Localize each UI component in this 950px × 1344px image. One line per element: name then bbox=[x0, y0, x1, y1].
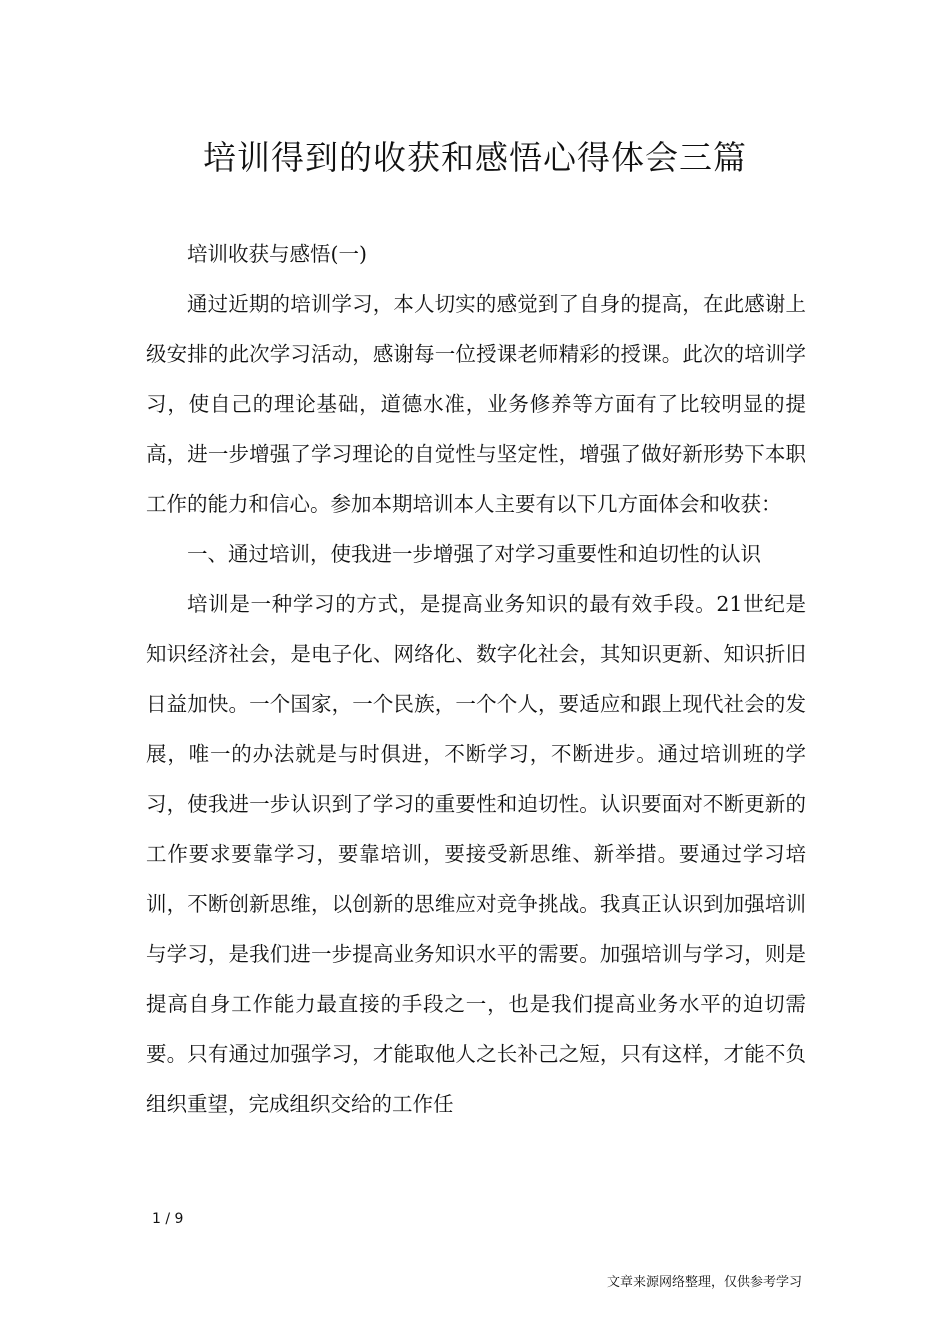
page-number: 1 / 9 bbox=[152, 1211, 184, 1227]
body-paragraph-point-one-text: 培训是一种学习的方式，是提高业务知识的最有效手段。21世纪是知识经济社会，是电子化、网络化、数字化社会，其知识更新、知识折旧日益加快。一个国家，一个民族，一个个人，要适应和跟上现代社会的发展，唯一的办法就是与时俱进，不断学习，不断进步。通过培训班的学习，使我进一步认识到了学习的重要性和迫切性。认识要面对不断更新的工作要求要靠学习，要靠培训，要接受新思维、新举措。要通过学习培训，不断创新思维，以创新的思维应对竞争挑战。我真正认识到加强培训与学习，是我们进一步提高业务知识水平的需要。加强培训与学习，则是提高自身工作能力最直接的手段之一，也是我们提高业务水平的迫切需要。只有通过加强学习，才能取他人之长补己之短，只有这样，才能不负组织重望，完成组织交给的工作任 bbox=[146, 592, 806, 1116]
section-heading: 培训收获与感悟(一) bbox=[187, 242, 367, 266]
document-title: 培训得到的收获和感悟心得体会三篇 bbox=[203, 138, 747, 177]
document-body bbox=[146, 229, 806, 1129]
footer-source-note: 文章来源网络整理，仅供参考学习 bbox=[606, 1275, 802, 1290]
body-paragraph-point-one-heading: 一、通过培训，使我进一步增强了对学习重要性和迫切性的认识 bbox=[187, 542, 761, 566]
body-paragraph-intro: 通过近期的培训学习，本人切实的感觉到了自身的提高，在此感谢上级安排的此次学习活动，感谢每一位授课老师精彩的授课。此次的培训学习，使自己的理论基础，道德水准，业务修养等方面有了比较明显的提高，进一步增强了学习理论的自觉性与坚定性，增强了做好新形势下本职工作的能力和信心。参加本期培训本人主要有以下几方面体会和收获： bbox=[146, 292, 806, 516]
